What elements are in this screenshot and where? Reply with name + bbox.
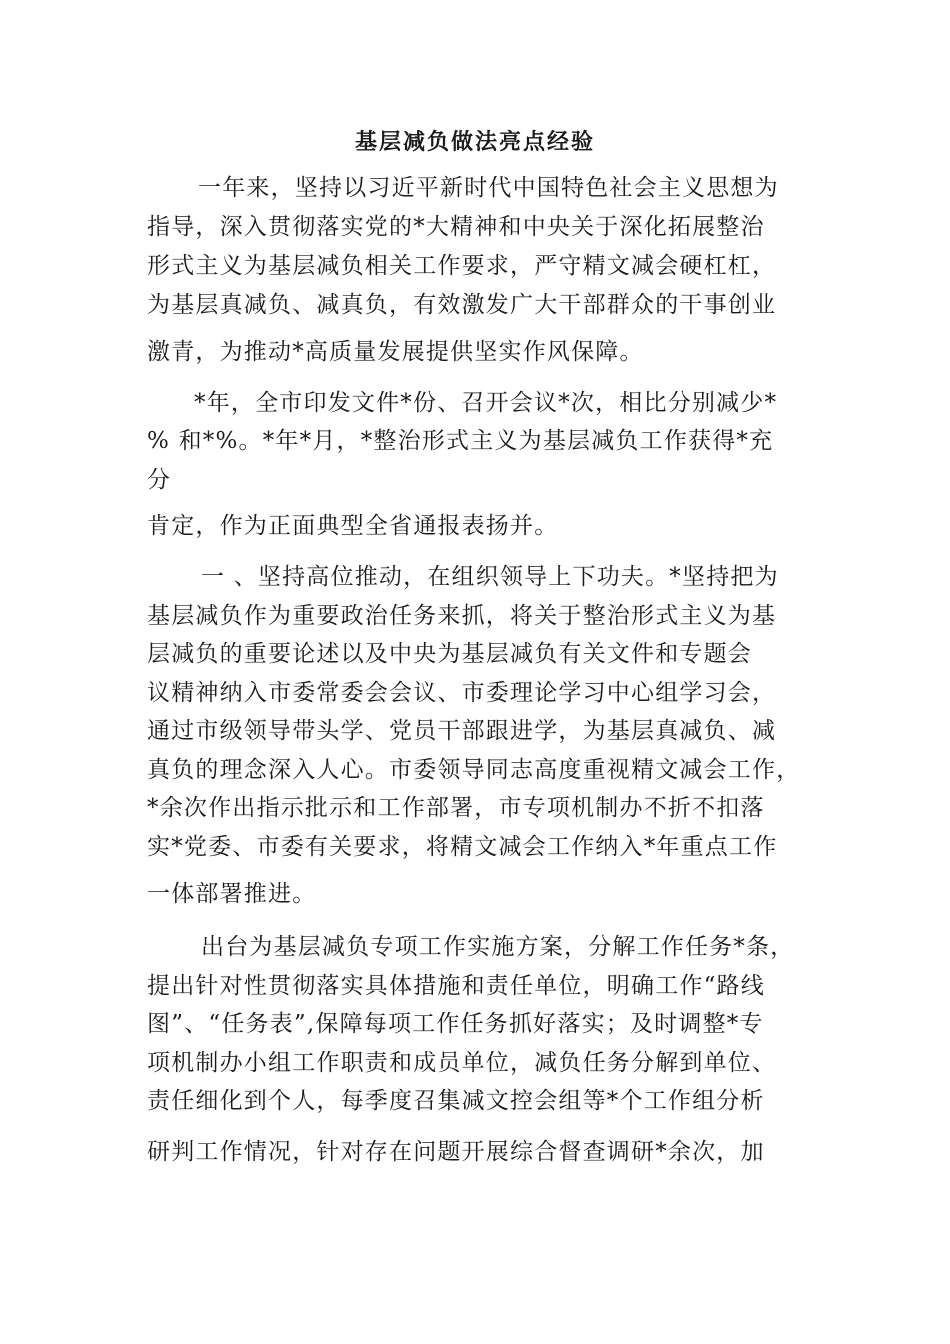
document-title: 基层减负做法亮点经验 xyxy=(354,129,595,155)
paragraph-3-line-8: 实*党委、市委有关要求，将精文减会工作纳入*年重点工作 xyxy=(147,834,778,860)
paragraph-3-line-4: 议精神纳入市委常委会会议、市委理论学习中心组学习会， xyxy=(147,680,777,706)
paragraph-3-line-7: *余次作出指示批示和工作部署，市专项机制办不折不扣落 xyxy=(147,795,765,821)
paragraph-3-line-1: 一 、坚持高位推动，在组织领导上下功夫。*坚持把为 xyxy=(201,564,779,590)
paragraph-2-line-1: *年，全市印发文件*份、召开会议*次，相比分别减少* xyxy=(194,390,778,416)
paragraph-2-line-4: 肯定，作为正面典型全省通报表扬并。 xyxy=(147,513,559,539)
paragraph-1-line-2: 指导，深入贯彻落实党的*大精神和中央关于深化拓展整治 xyxy=(147,214,765,240)
paragraph-1-line-5: 激青，为推动*高质量发展提供坚实作风保障。 xyxy=(147,339,644,365)
paragraph-1-line-4: 为基层真减负、减真负，有效激发广大干部群众的干事创业 xyxy=(147,292,777,318)
paragraph-3-line-6: 真负的理念深入人心。市委领导同志高度重视精文减会工作， xyxy=(147,757,801,783)
paragraph-4-line-5: 责任细化到个人，每季度召集减文控会组等*个工作组分析 xyxy=(147,1088,765,1114)
paragraph-2-line-2: % 和*%。*年*月，*整治形式主义为基层减负工作获得*充 xyxy=(147,428,774,454)
paragraph-4-line-3: 图”、“任务表”,保障每项工作任务抓好落实；及时调整*专 xyxy=(147,1011,764,1037)
paragraph-4-line-4: 项机制办小组工作职责和成员单位，减负任务分解到单位、 xyxy=(147,1050,777,1076)
paragraph-4-line-2: 提出针对性贯彻落实具体措施和责任单位，明确工作“路线 xyxy=(147,973,765,999)
paragraph-2-line-3: 分 xyxy=(147,467,172,493)
paragraph-3-line-3: 层减负的重要论述以及中央为基层减负有关文件和专题会 xyxy=(147,641,752,667)
paragraph-3-line-2: 基层减负作为重要政治任务来抓，将关于整治形式主义为基 xyxy=(147,603,777,629)
paragraph-4-line-1: 出台为基层减负专项工作实施方案，分解工作任务*条， xyxy=(201,934,795,960)
paragraph-1-line-3: 形式主义为基层减负相关工作要求，严守精文减会硬杠杠， xyxy=(147,253,777,279)
paragraph-3-line-5: 通过市级领导带头学、党员干部跟进学，为基层真减负、减 xyxy=(147,718,777,744)
paragraph-1-line-1: 一年来，坚持以习近平新时代中国特色社会主义思想为 xyxy=(198,175,779,201)
paragraph-4-line-6: 研判工作情况，针对存在问题开展综合督查调研*余次，加 xyxy=(147,1139,765,1165)
paragraph-3-line-9: 一体部署推进。 xyxy=(147,881,317,907)
